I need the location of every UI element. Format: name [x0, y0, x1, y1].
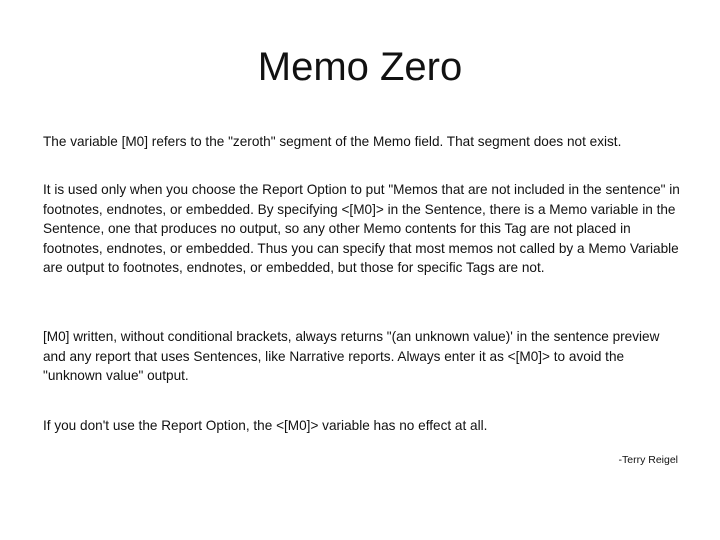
paragraph-usage: It is used only when you choose the Report Option to put "Memos that are not included in the sentence" in footnotes, endnotes, or embedded. By specifying <[M0]> in the Sentence, there is a Memo variable in the Sentence, one that produces no output, so any other Memo contents for this Tag are not placed in footnotes, endnotes, or embedded. Thus you can specify that most memos not called by a Memo Variable are output to footnotes, endnotes, or embedded, but those for specific Tags are not. [43, 182, 680, 276]
paragraph-no-effect: If you don't use the Report Option, the <[M0]> variable has no effect at all. [43, 418, 488, 433]
paragraph-warning: [M0] written, without conditional brackets, always returns "(an unknown value)' in the sentence preview and any report that uses Sentences, like Narrative reports. Always enter it as <[M0]> to avoid the "unknown value" output. [43, 329, 660, 384]
paragraph-definition: The variable [M0] refers to the "zeroth" segment of the Memo field. That segment does not exist. [43, 134, 622, 149]
author-credit: -Terry Reigel [618, 454, 678, 466]
slide-title: Memo Zero [257, 45, 463, 89]
